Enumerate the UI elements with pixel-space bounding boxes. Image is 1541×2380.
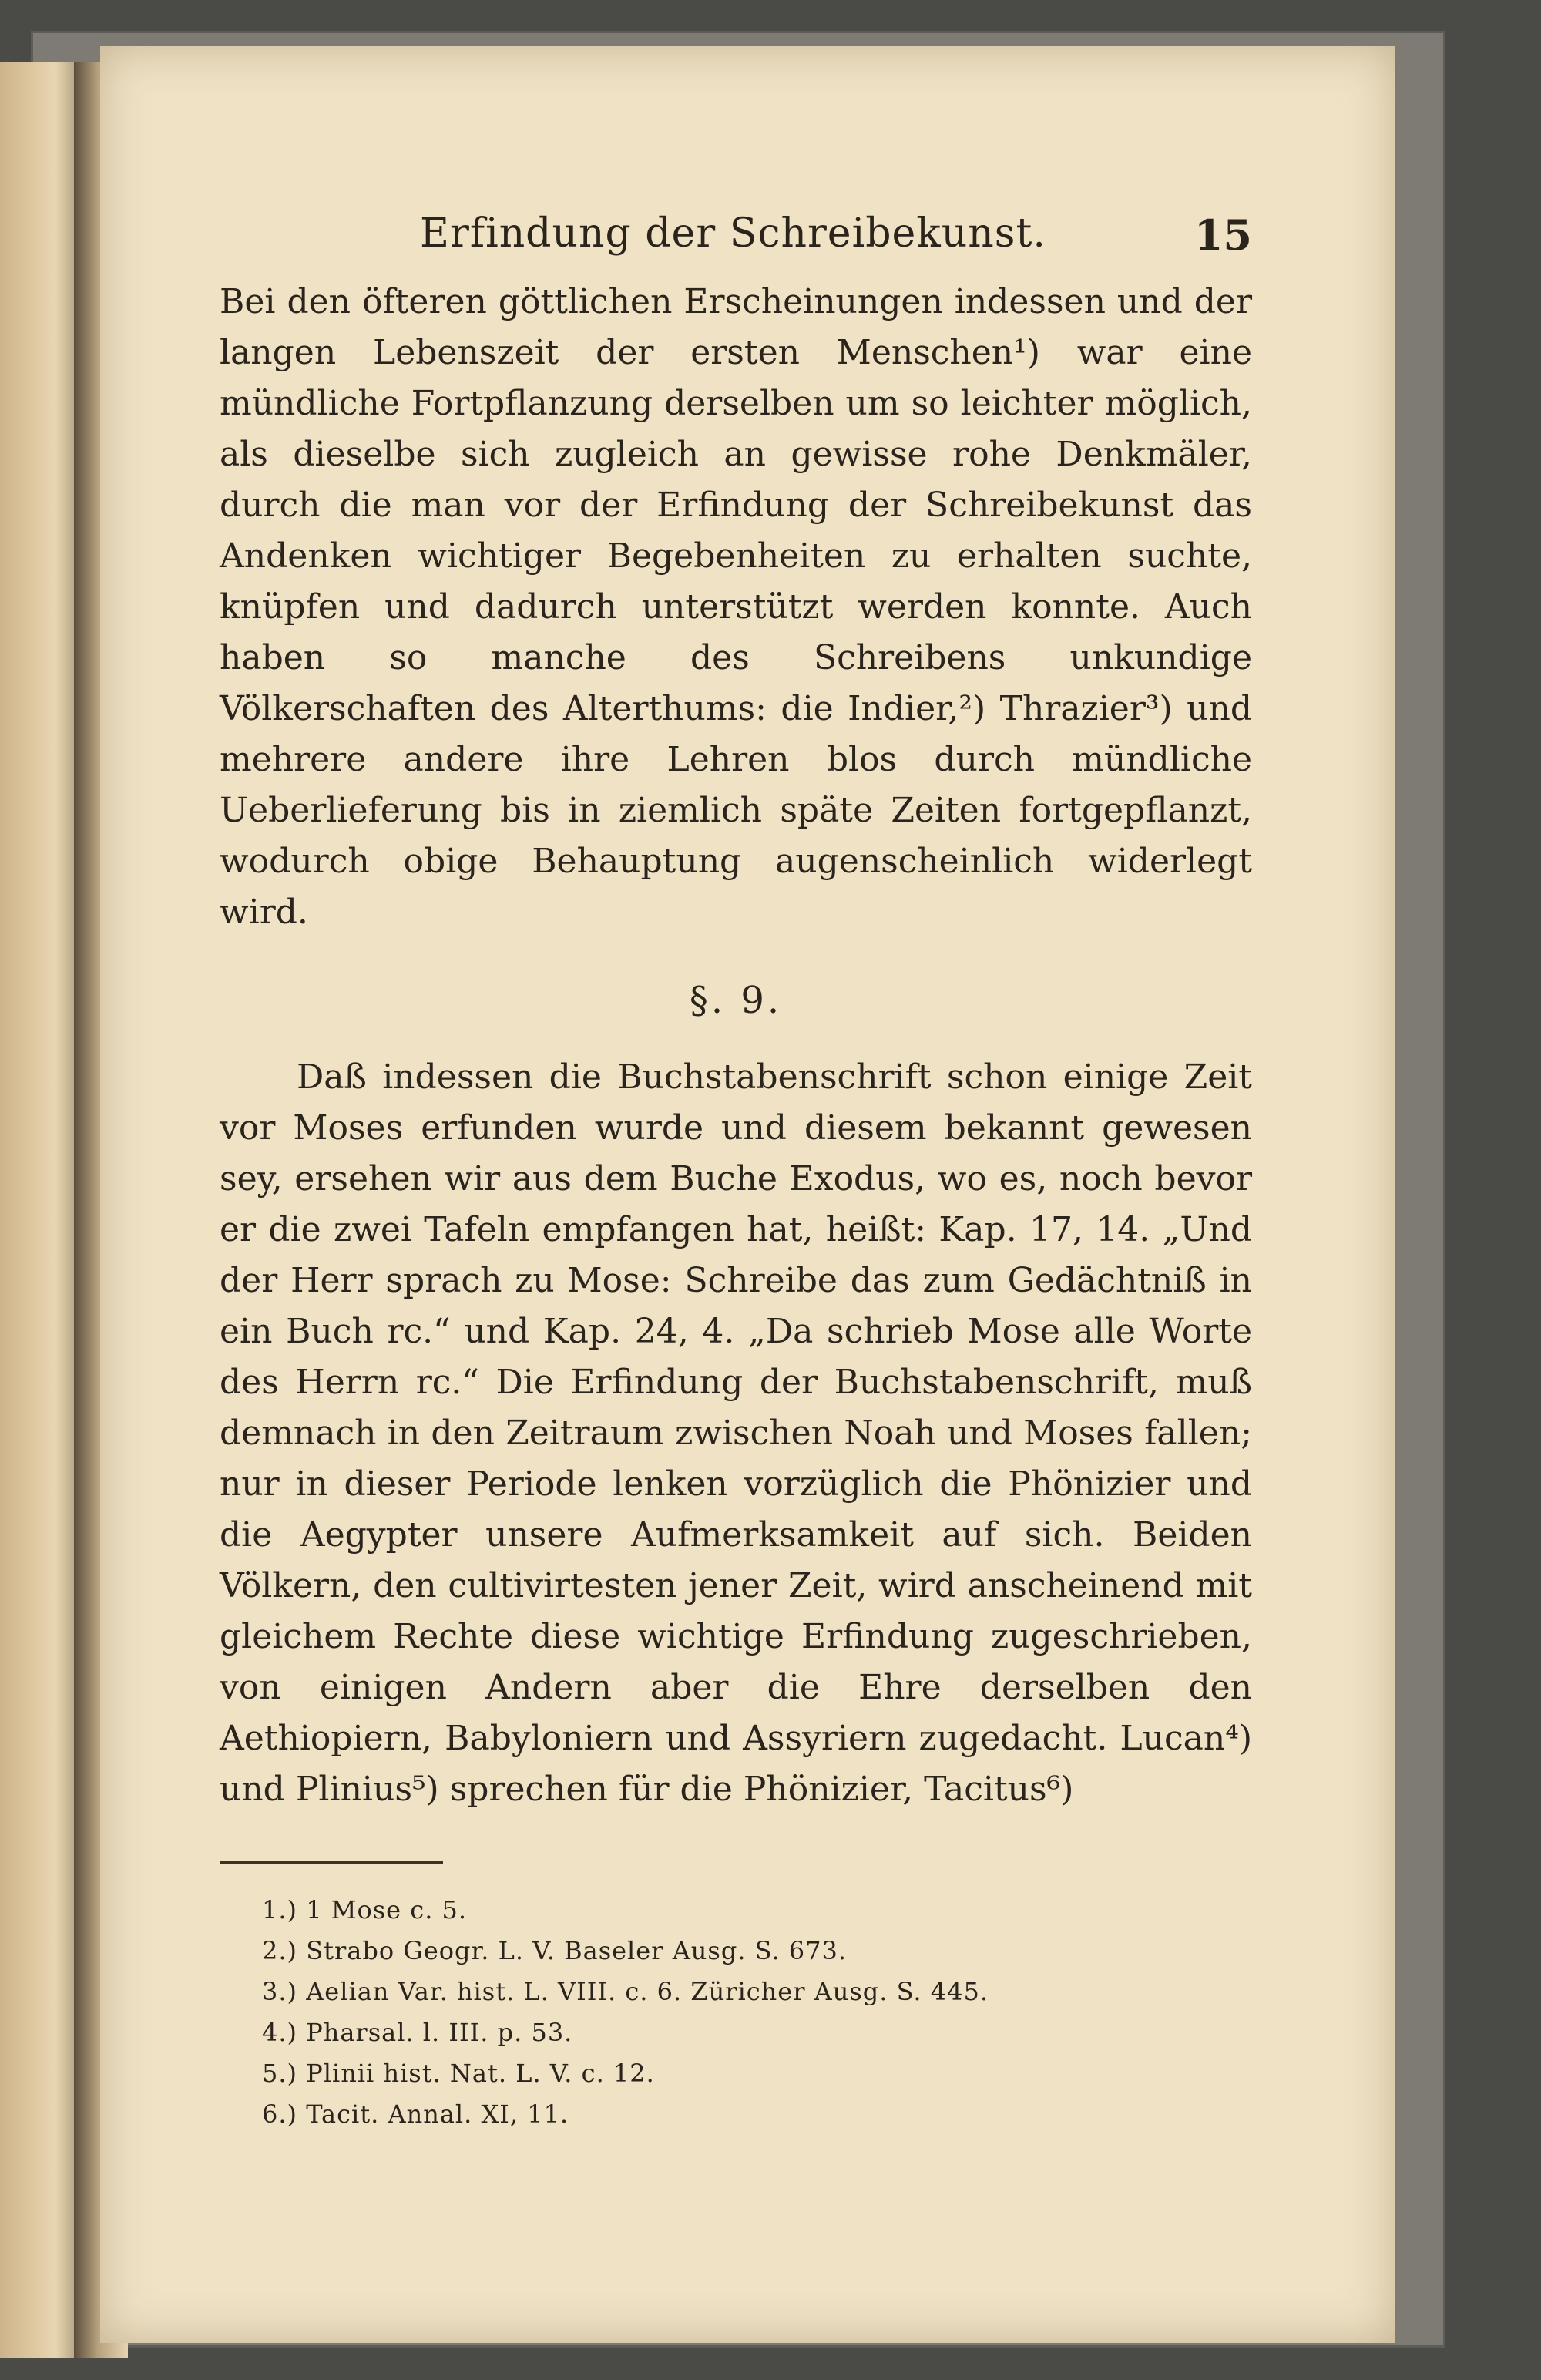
- page-number: 15: [1194, 210, 1252, 260]
- footnote-divider: [220, 1861, 443, 1864]
- book-page: [100, 46, 1395, 2343]
- body-paragraph-2: Daß indessen die Buchstabenschrift schon einige Zeit vor Moses erfunden wurde und diesem bekannt gewesen sey, ersehen wir aus dem Buche Exodus, wo es, noch bevor er die zwei Tafeln empfangen hat, heißt: Kap. 17, 14. „Und der Herr sprach zu Mose: Schreibe das zum Gedächtniß in ein Buch rc.“ und Kap. 24, 4. „Da schrieb Mose alle Worte des Herrn rc.“ Die Erfindung der Buchstabenschrift, muß demnach in den Zeitraum zwischen Noah und Moses fallen; nur in dieser Periode lenken vorzüglich die Phönizier und die Aegypter unsere Aufmerksamkeit auf sich. Beiden Völkern, den cultivirtesten jener Zeit, wird anscheinend mit gleichem Rechte diese wichtige Erfindung zugeschrieben, von einigen Andern aber die Ehre derselben den Aethiopiern, Babyloniern und Assyriern zugedacht. Lucan⁴) und Plinius⁵) sprechen für die Phönizier, Tacitus⁶): [220, 1057, 1252, 1809]
- footnote-6: 6.) Tacit. Annal. XI, 11.: [262, 2099, 569, 2129]
- running-head: [220, 197, 1252, 266]
- section-heading: §. 9.: [689, 979, 783, 1022]
- footnote-5: 5.) Plinii hist. Nat. L. V. c. 12.: [262, 2059, 655, 2088]
- body-paragraph-1: Bei den öfteren göttlichen Erscheinungen indessen und der langen Lebenszeit der ersten Menschen¹) war eine mündliche Fortpflanzung derselben um so leichter möglich, als dieselbe sich zugleich an gewisse rohe Denkmäler, durch die man vor der Erfindung der Schreibekunst das Andenken wichtiger Begebenheiten zu erhalten suchte, knüpfen und dadurch unterstützt werden konnte. Auch haben so manche des Schreibens unkundige Völkerschaften des Alterthums: die Indier,²) Thrazier³) und mehrere andere ihre Lehren blos durch mündliche Ueberlieferung bis in ziemlich späte Zeiten fortgepflanzt, wodurch obige Behauptung augenscheinlich widerlegt wird.: [220, 282, 1252, 932]
- running-head-title: Erfindung der Schreibekunst.: [420, 210, 1046, 257]
- page-content: [220, 197, 1252, 2239]
- footnote-3: 3.) Aelian Var. hist. L. VIII. c. 6. Züricher Ausg. S. 445.: [262, 1977, 989, 2006]
- footnote-2: 2.) Strabo Geogr. L. V. Baseler Ausg. S. 673.: [262, 1936, 848, 1965]
- footnote-4: 4.) Pharsal. l. III. p. 53.: [262, 2018, 573, 2047]
- footnote-1: 1.) 1 Mose c. 5.: [262, 1895, 468, 1925]
- footnote-list: [220, 1890, 1252, 2135]
